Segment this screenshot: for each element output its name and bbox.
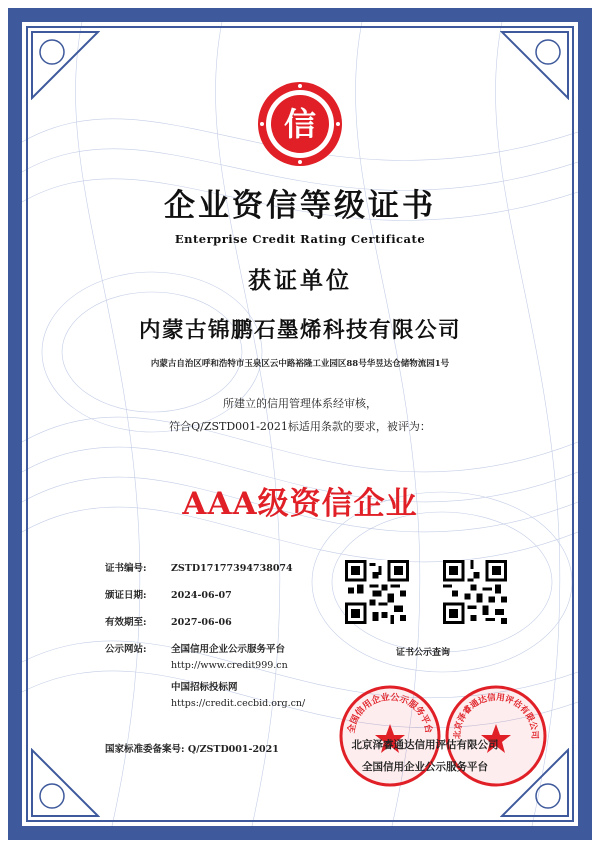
standard-value: Q/ZSTD001-2021 [187,744,279,755]
valid-until-value: 2027-06-06 [171,617,232,628]
website-2-name: 中国招标投标网 [171,682,238,693]
issue-date-value: 2024-06-07 [171,590,232,601]
website-1-name: 全国信用企业公示服务平台 [171,644,286,655]
corner-ornament-top-right [500,30,570,100]
qr-caption: 证书公示查询 [396,648,451,658]
standard-row [105,741,279,755]
certificate-title: 企业资信等级证书 [164,188,436,224]
statement-line-1: 所建立的信用管理体系经审核， [223,397,377,410]
credit-rating: AAA级资信企业 [182,486,418,522]
website-label: 公示网站: [105,644,147,655]
qr-code-left-icon[interactable] [345,560,409,624]
company-address: 内蒙古自治区呼和浩特市玉泉区云中路裕隆工业园区88号华昱达仓储物流园1号 [150,359,450,369]
issue-date-row [105,587,232,601]
corner-ornament-bottom-left [30,748,100,818]
seal-character: 信 [283,105,317,143]
credit-seal-emblem [256,80,344,168]
standard-label: 国家标准委备案号: [105,744,185,755]
stamp-right-text: 北京泽睿通达信用评估有限公司 [452,692,540,740]
awardee-label: 获证单位 [248,267,352,294]
cert-number-value: ZSTD17177394738074 [171,563,293,574]
website-row [105,641,285,655]
website-2-url[interactable]: https://credit.cecbid.org.cn/ [171,698,306,709]
certificate-title-english: Enterprise Credit Rating Certificate [174,232,426,246]
issuer-name-1: 北京泽睿通达信用评估有限公司 [351,739,499,751]
stamp-left-text: 全国信用企业公示服务平台 [346,692,434,735]
company-name: 内蒙古锦鹏石墨烯科技有限公司 [138,318,461,343]
website-1-url[interactable]: http://www.credit999.cn [171,660,288,671]
valid-until-row [105,614,232,628]
issuer-name-2: 全国信用企业公示服务平台 [362,761,488,773]
statement-line-2: 符合Q/ZSTD001-2021标适用条款的要求，被评为： [169,420,431,433]
valid-until-label: 有效期至: [105,617,147,628]
cert-number-row [105,560,293,574]
cert-number-label: 证书编号: [105,563,147,574]
issue-date-label: 颁证日期: [105,590,147,601]
corner-ornament-top-left [30,30,100,100]
qr-code-right-icon[interactable] [443,560,507,624]
